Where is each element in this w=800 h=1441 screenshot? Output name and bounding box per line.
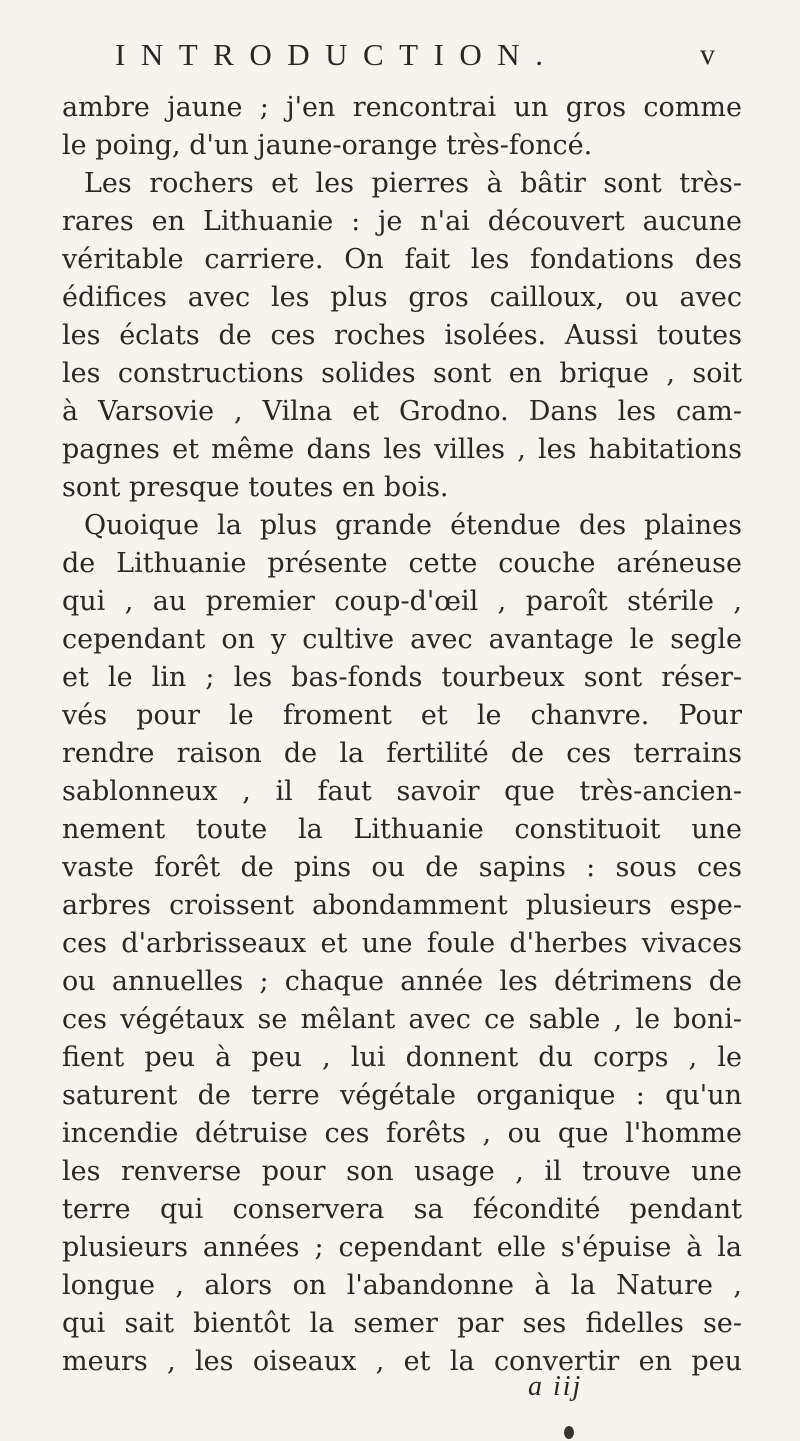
- text-line: et le lin ; les bas-fonds tourbeux sont réser-: [62, 662, 742, 693]
- text-line: qui , au premier coup-d'œil , paroît stérile ,: [62, 586, 742, 617]
- text-line: sont presque toutes en bois.: [62, 472, 449, 503]
- text-line: sablonneux , il faut savoir que très-ancien-: [62, 776, 742, 807]
- text-line: vaste forêt de pins ou de sapins : sous ces: [62, 852, 742, 883]
- text-line: les constructions solides sont en brique , soit: [62, 358, 742, 389]
- text-line: les éclats de ces roches isolées. Aussi toutes: [62, 320, 742, 351]
- running-title: INTRODUCTION.: [115, 37, 559, 72]
- text-line: ou annuelles ; chaque année les détrimens de: [62, 966, 742, 997]
- text-line: rendre raison de la fertilité de ces terrains: [62, 738, 742, 769]
- ink-spot: [564, 1426, 574, 1439]
- body-text: [62, 89, 742, 1381]
- text-line: le poing, d'un jaune-orange très-foncé.: [62, 130, 593, 161]
- text-line: véritable carriere. On fait les fondations des: [62, 244, 742, 275]
- paragraph-first-line: Quoique la plus grande étendue des plaines: [84, 510, 742, 541]
- signature-mark: a iij: [528, 1371, 583, 1402]
- text-line: terre qui conservera sa fécondité pendant: [62, 1194, 742, 1225]
- text-line: pagnes et même dans les villes , les habitations: [62, 434, 742, 465]
- text-line: arbres croissent abondamment plusieurs espe-: [62, 890, 742, 921]
- text-line: de Lithuanie présente cette couche aréneuse: [62, 548, 742, 579]
- page-number: v: [700, 38, 715, 71]
- text-line: incendie détruise ces forêts , ou que l'homme: [62, 1118, 742, 1149]
- running-head: [115, 30, 715, 80]
- text-line: nement toute la Lithuanie constituoit une: [62, 814, 742, 845]
- text-line: ces végétaux se mêlant avec ce sable , le boni-: [62, 1004, 742, 1035]
- text-line: les renverse pour son usage , il trouve une: [62, 1156, 742, 1187]
- text-line: vés pour le froment et le chanvre. Pour: [62, 700, 742, 731]
- text-line: saturent de terre végétale organique : qu'un: [62, 1080, 742, 1111]
- text-line: cependant on y cultive avec avantage le segle: [62, 624, 742, 655]
- text-line: longue , alors on l'abandonne à la Nature ,: [62, 1270, 742, 1301]
- text-line: édifices avec les plus gros cailloux, ou avec: [62, 282, 742, 313]
- text-line: meurs , les oiseaux , et la convertir en peu: [62, 1346, 742, 1377]
- text-line: ambre jaune ; j'en rencontrai un gros comme: [62, 92, 742, 123]
- text-line: plusieurs années ; cependant elle s'épuise à la: [62, 1232, 742, 1263]
- paragraph-first-line: Les rochers et les pierres à bâtir sont très-: [84, 168, 742, 199]
- text-line: fient peu à peu , lui donnent du corps , le: [62, 1042, 742, 1073]
- text-line: rares en Lithuanie : je n'ai découvert aucune: [62, 206, 742, 237]
- text-line: qui sait bientôt la semer par ses fidelles se-: [62, 1308, 742, 1339]
- text-line: à Varsovie , Vilna et Grodno. Dans les cam-: [62, 396, 742, 427]
- text-line: ces d'arbrisseaux et une foule d'herbes vivaces: [62, 928, 742, 959]
